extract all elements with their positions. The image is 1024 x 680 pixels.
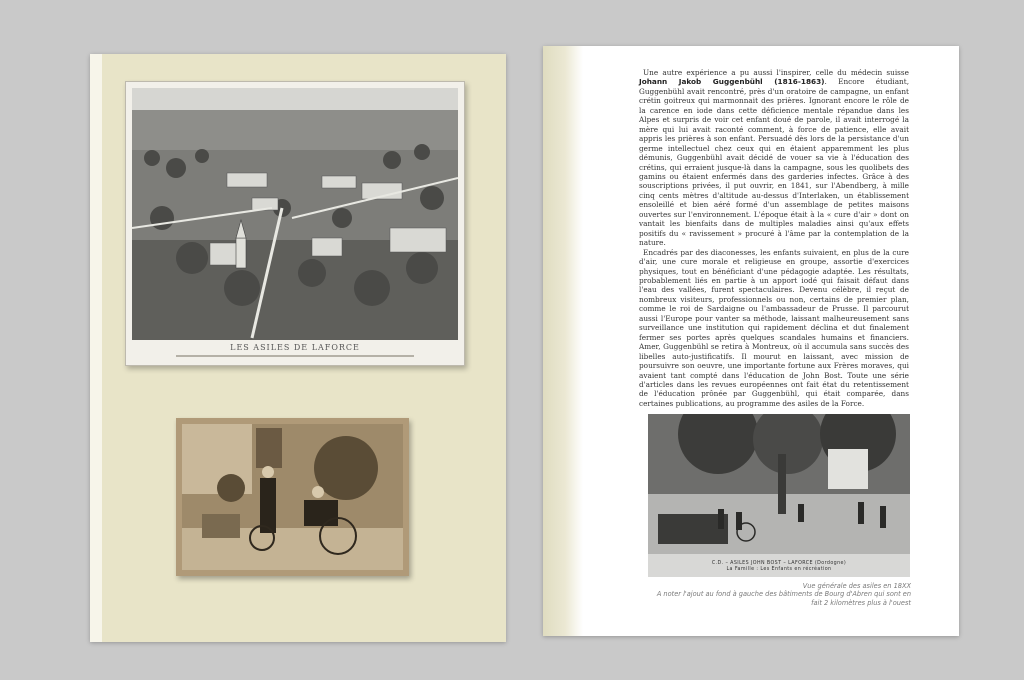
engraving-subtitle-line <box>176 355 414 357</box>
photo-caption-line-2: La Famille : Les Enfants en récréation <box>726 567 832 572</box>
paragraph-1-body: . Encore étudiant, Guggenbühl avait rencontré, près d'un oratoire de campagne, un enfant crétin goitreux qui marmonnait des prières. Ignorant encore le rôle de la carence en iode dans cette déficience mentale répandue dans les Alpes et surpris de voir cet enfant doué de parole, il avait interrogé la mère qui lui avait raconté comment, à force de patience, elle avait appris les prières à son enfant. Persuadé dès lors de la persistance d'un germe intellectuel chez ceux qui en étaient apparemment les plus démunis, Guggenbühl avait décidé de vouer sa vie à l'éducation des crétins, qui erraient jusque-là dans la campagne, sous les quolibets des gamins ou étaient enfermés dans des garderies infectes. Grâce à des souscriptions privées, il put ouvrir, en 1841, sur l'Abendberg, à mille cinq cents mètres d'altitude au-dessus d'Interlaken, un établissement ensoleillé et bien aéré formé d'un assemblage de petites maisons ouvertes sur l'environnement. L'époque était à la « cure d'air » dont on vantait les bienfaits dans de multiples maladies ainsi qu'aux effets positifs du « ravissement » procuré à l'âme par la contemplation de la nature. <box>639 77 910 248</box>
photo-caption <box>648 561 910 573</box>
paragraph-2: Encadrés par des diaconesses, les enfants suivaient, en plus de la cure d'air, une cure morale et religieuse en groupe, assortie d'exercices physiques, tout en bénéficiant d'une pédagogie adaptée. Les résultats, probablement liés en partie à un apport iodé qui faisait défaut dans l'eau des vallées, furent spectaculaires. Devenu célèbre, il reçut de nombreux visiteurs, professionnels ou non, certains de premier plan, comme le roi de Sardaigne ou l'ambassadeur de Prusse. Il parcourut aussi l'Europe pour vanter sa méthode, laissant malheureusement sans surveillance une institution qui rapidement déclina et dut finalement fermer ses portes après quelques scandales humains et financiers. Amer, Guggenbühl se retira à Montreux, où il accumula sans succès des libelles auto-justificatifs. Il mourut en laissant, avec mission de poursuivre son oeuvre, une importante fortune aux Frères moraves, qui avaient tant compté dans l'éducation de John Bost. Toute une série d'articles dans les revues européennes ont fait état du retentissement de l'éducation prônée par Guggenbühl, qui était comparée, dans certaines publications, au programme des asiles de la Force. <box>639 247 909 408</box>
engraving-image <box>125 81 465 366</box>
person-name: Johann Jakob Guggenbühl (1816-1863) <box>639 77 825 87</box>
page-edge <box>543 46 583 636</box>
photo-caption-line-1: C.D. – ASILES JOHN BOST – LAFORCE (Dordogne) <box>711 561 847 566</box>
right-page <box>543 46 959 636</box>
left-page <box>90 54 506 642</box>
figure-caption-line-3: fait 2 kilomètres plus à l'ouest <box>811 598 911 607</box>
paragraph-1-intro: Une autre expérience a pu aussi l'inspirer, celle du médecin suisse <box>643 68 909 77</box>
recreation-photo-illustration <box>648 414 910 577</box>
engraving-illustration <box>132 88 458 340</box>
figure-caption-line-1: Vue générale des asiles en 18XX <box>802 582 911 590</box>
recreation-photo <box>648 414 910 577</box>
engraving-title: LES ASILES DE LAFORCE <box>230 343 360 352</box>
paragraph-1 <box>639 68 909 248</box>
figure-caption-line-2: A noter l'ajout au fond à gauche des bâtiments de Bourg d'Abren qui sont en <box>656 590 911 599</box>
page-edge <box>90 54 102 642</box>
vintage-photo-illustration <box>176 418 409 576</box>
article-text <box>639 68 909 408</box>
figure-caption <box>653 582 911 607</box>
vintage-photo <box>176 418 409 576</box>
